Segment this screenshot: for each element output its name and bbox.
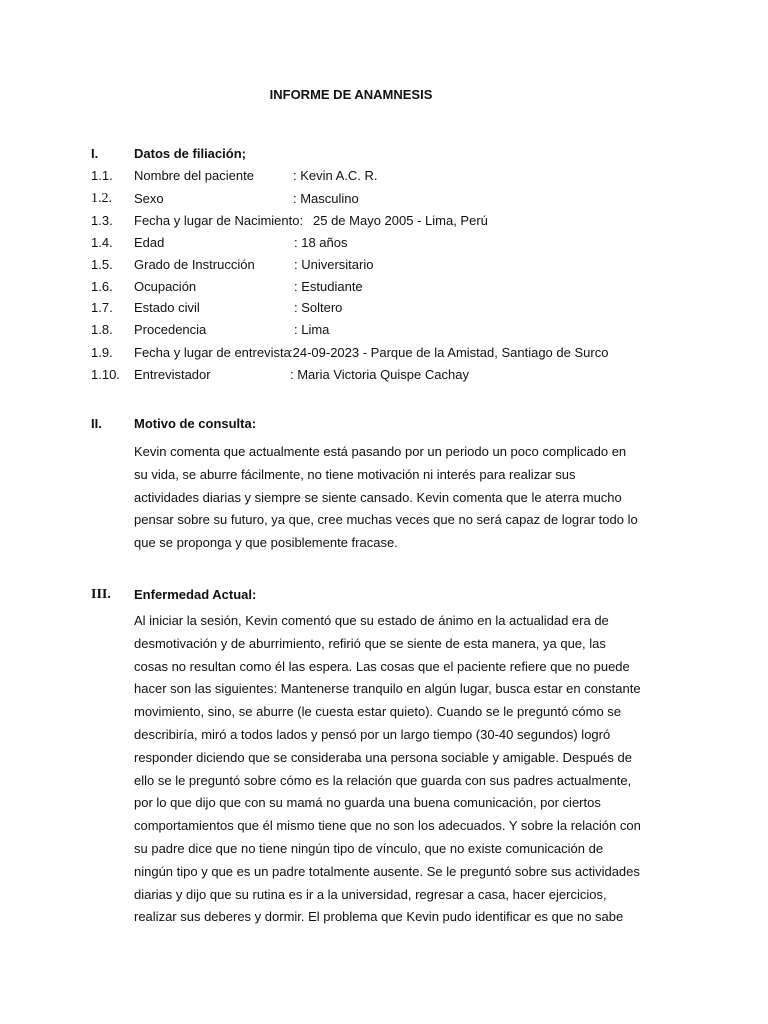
- paragraph-line: realizar sus deberes y dormir. El problema que Kevin pudo identificar es que no sabe: [134, 909, 624, 925]
- paragraph-line: responder diciendo que se consideraba una persona sociable y amigable. Después de: [134, 749, 632, 765]
- item-label: Entrevistador: [134, 367, 211, 382]
- item-label: Ocupación: [134, 279, 197, 294]
- item-value: : Universitario: [294, 257, 374, 272]
- filiation-item: [0, 212, 768, 230]
- item-value: 25 de Mayo 2005 - Lima, Perú: [313, 213, 488, 228]
- item-value: : Soltero: [294, 300, 343, 315]
- section-3-title: Enfermedad Actual:: [134, 587, 257, 602]
- section-3-number: III.: [91, 587, 111, 602]
- item-value: : Estudiante: [294, 279, 363, 294]
- item-number: 1.6.: [91, 279, 113, 294]
- item-label: Procedencia: [134, 322, 207, 337]
- item-number: 1.9.: [91, 345, 113, 360]
- section-2-number: II.: [91, 416, 102, 431]
- item-label: Sexo: [134, 191, 164, 206]
- section-1-header: [0, 145, 768, 163]
- filiation-item: [0, 278, 768, 296]
- item-number: 1.10.: [91, 367, 120, 382]
- item-value: : Maria Victoria Quispe Cachay: [290, 367, 469, 382]
- section-1-title: Datos de filiación;: [134, 146, 246, 161]
- paragraph-line: cosas no resultan como él las espera. Las cosas que el paciente refiere que no puede: [134, 658, 630, 674]
- item-value: : 18 años: [294, 235, 348, 250]
- filiation-item: [0, 234, 768, 252]
- paragraph-line: por lo que dijo que con su mamá no guarda una buena comunicación, por ciertos: [134, 795, 601, 811]
- paragraph-line: describiría, miró a todos lados y pensó por un largo tiempo (30-40 segundos) logró: [134, 726, 611, 742]
- item-label: Fecha y lugar de Nacimiento:: [134, 213, 304, 228]
- item-value: :24-09-2023 - Parque de la Amistad, Santiago de Surco: [289, 345, 609, 360]
- paragraph-line: pensar sobre su futuro, ya que, cree muchas veces que no será capaz de lograr todo lo: [134, 512, 638, 528]
- paragraph-line: su vida, se aburre fácilmente, no tiene motivación ni interés para realizar sus: [134, 466, 576, 482]
- paragraph-line: ningún tipo y que es un padre totalmente ausente. Se le preguntó sobre sus actividades: [134, 863, 640, 879]
- paragraph-line: ello se le preguntó sobre cómo es la relación que guarda con sus padres actualmente,: [134, 772, 632, 788]
- item-number: 1.8.: [91, 322, 113, 337]
- paragraph-line: desmotivación y de aburrimiento, refirió que se siente de esta manera, ya que, las: [134, 635, 606, 651]
- filiation-item: [0, 256, 768, 274]
- item-label: Estado civil: [134, 300, 200, 315]
- filiation-item: [0, 366, 768, 384]
- filiation-item: [0, 321, 768, 339]
- item-label: Fecha y lugar de entrevista: [134, 345, 291, 360]
- item-number: 1.7.: [91, 300, 113, 315]
- paragraph-line: comportamientos que él mismo tiene que no son los adecuados. Y sobre la relación con: [134, 818, 641, 834]
- section-2-paragraph: [134, 441, 638, 555]
- document-title: INFORME DE ANAMNESIS: [269, 87, 433, 102]
- paragraph-line: su padre dice que no tiene ningún tipo de vínculo, que no existe comunicación de: [134, 840, 604, 856]
- section-2-header: [0, 415, 768, 433]
- item-number: 1.2.: [91, 191, 112, 206]
- item-number: 1.3.: [91, 213, 113, 228]
- item-value: : Kevin A.C. R.: [293, 168, 378, 183]
- paragraph-line: movimiento, sino, se aburre (le cuesta estar quieto). Cuando se le preguntó cómo se: [134, 704, 622, 720]
- section-3-header: [0, 586, 768, 604]
- item-value: : Masculino: [293, 191, 359, 206]
- filiation-item: [0, 344, 768, 362]
- paragraph-line: que se proponga y que posiblemente fracase.: [134, 535, 398, 551]
- section-3-paragraph: [134, 610, 641, 929]
- item-number: 1.1.: [91, 168, 113, 183]
- paragraph-line: Al iniciar la sesión, Kevin comentó que su estado de ánimo en la actualidad era de: [134, 613, 609, 628]
- item-value: : Lima: [294, 322, 330, 337]
- filiation-item: [0, 299, 768, 317]
- section-2-title: Motivo de consulta:: [134, 416, 257, 431]
- item-label: Nombre del paciente: [134, 168, 254, 183]
- item-number: 1.4.: [91, 235, 113, 250]
- section-1-number: I.: [91, 146, 99, 161]
- filiation-item: [0, 190, 768, 208]
- paragraph-line: diarias y dijo que su rutina es ir a la universidad, regresar a casa, hacer ejercicios,: [134, 886, 607, 902]
- paragraph-line: actividades diarias y siempre se siente cansado. Kevin comenta que le aterra mucho: [134, 489, 622, 505]
- item-label: Grado de Instrucción: [134, 257, 255, 272]
- item-label: Edad: [134, 235, 165, 250]
- item-number: 1.5.: [91, 257, 113, 272]
- filiation-item: [0, 167, 768, 185]
- paragraph-line: Kevin comenta que actualmente está pasando por un periodo un poco complicado en: [134, 444, 627, 459]
- paragraph-line: hacer son las siguientes: Mantenerse tranquilo en algún lugar, busca estar en constante: [134, 681, 641, 697]
